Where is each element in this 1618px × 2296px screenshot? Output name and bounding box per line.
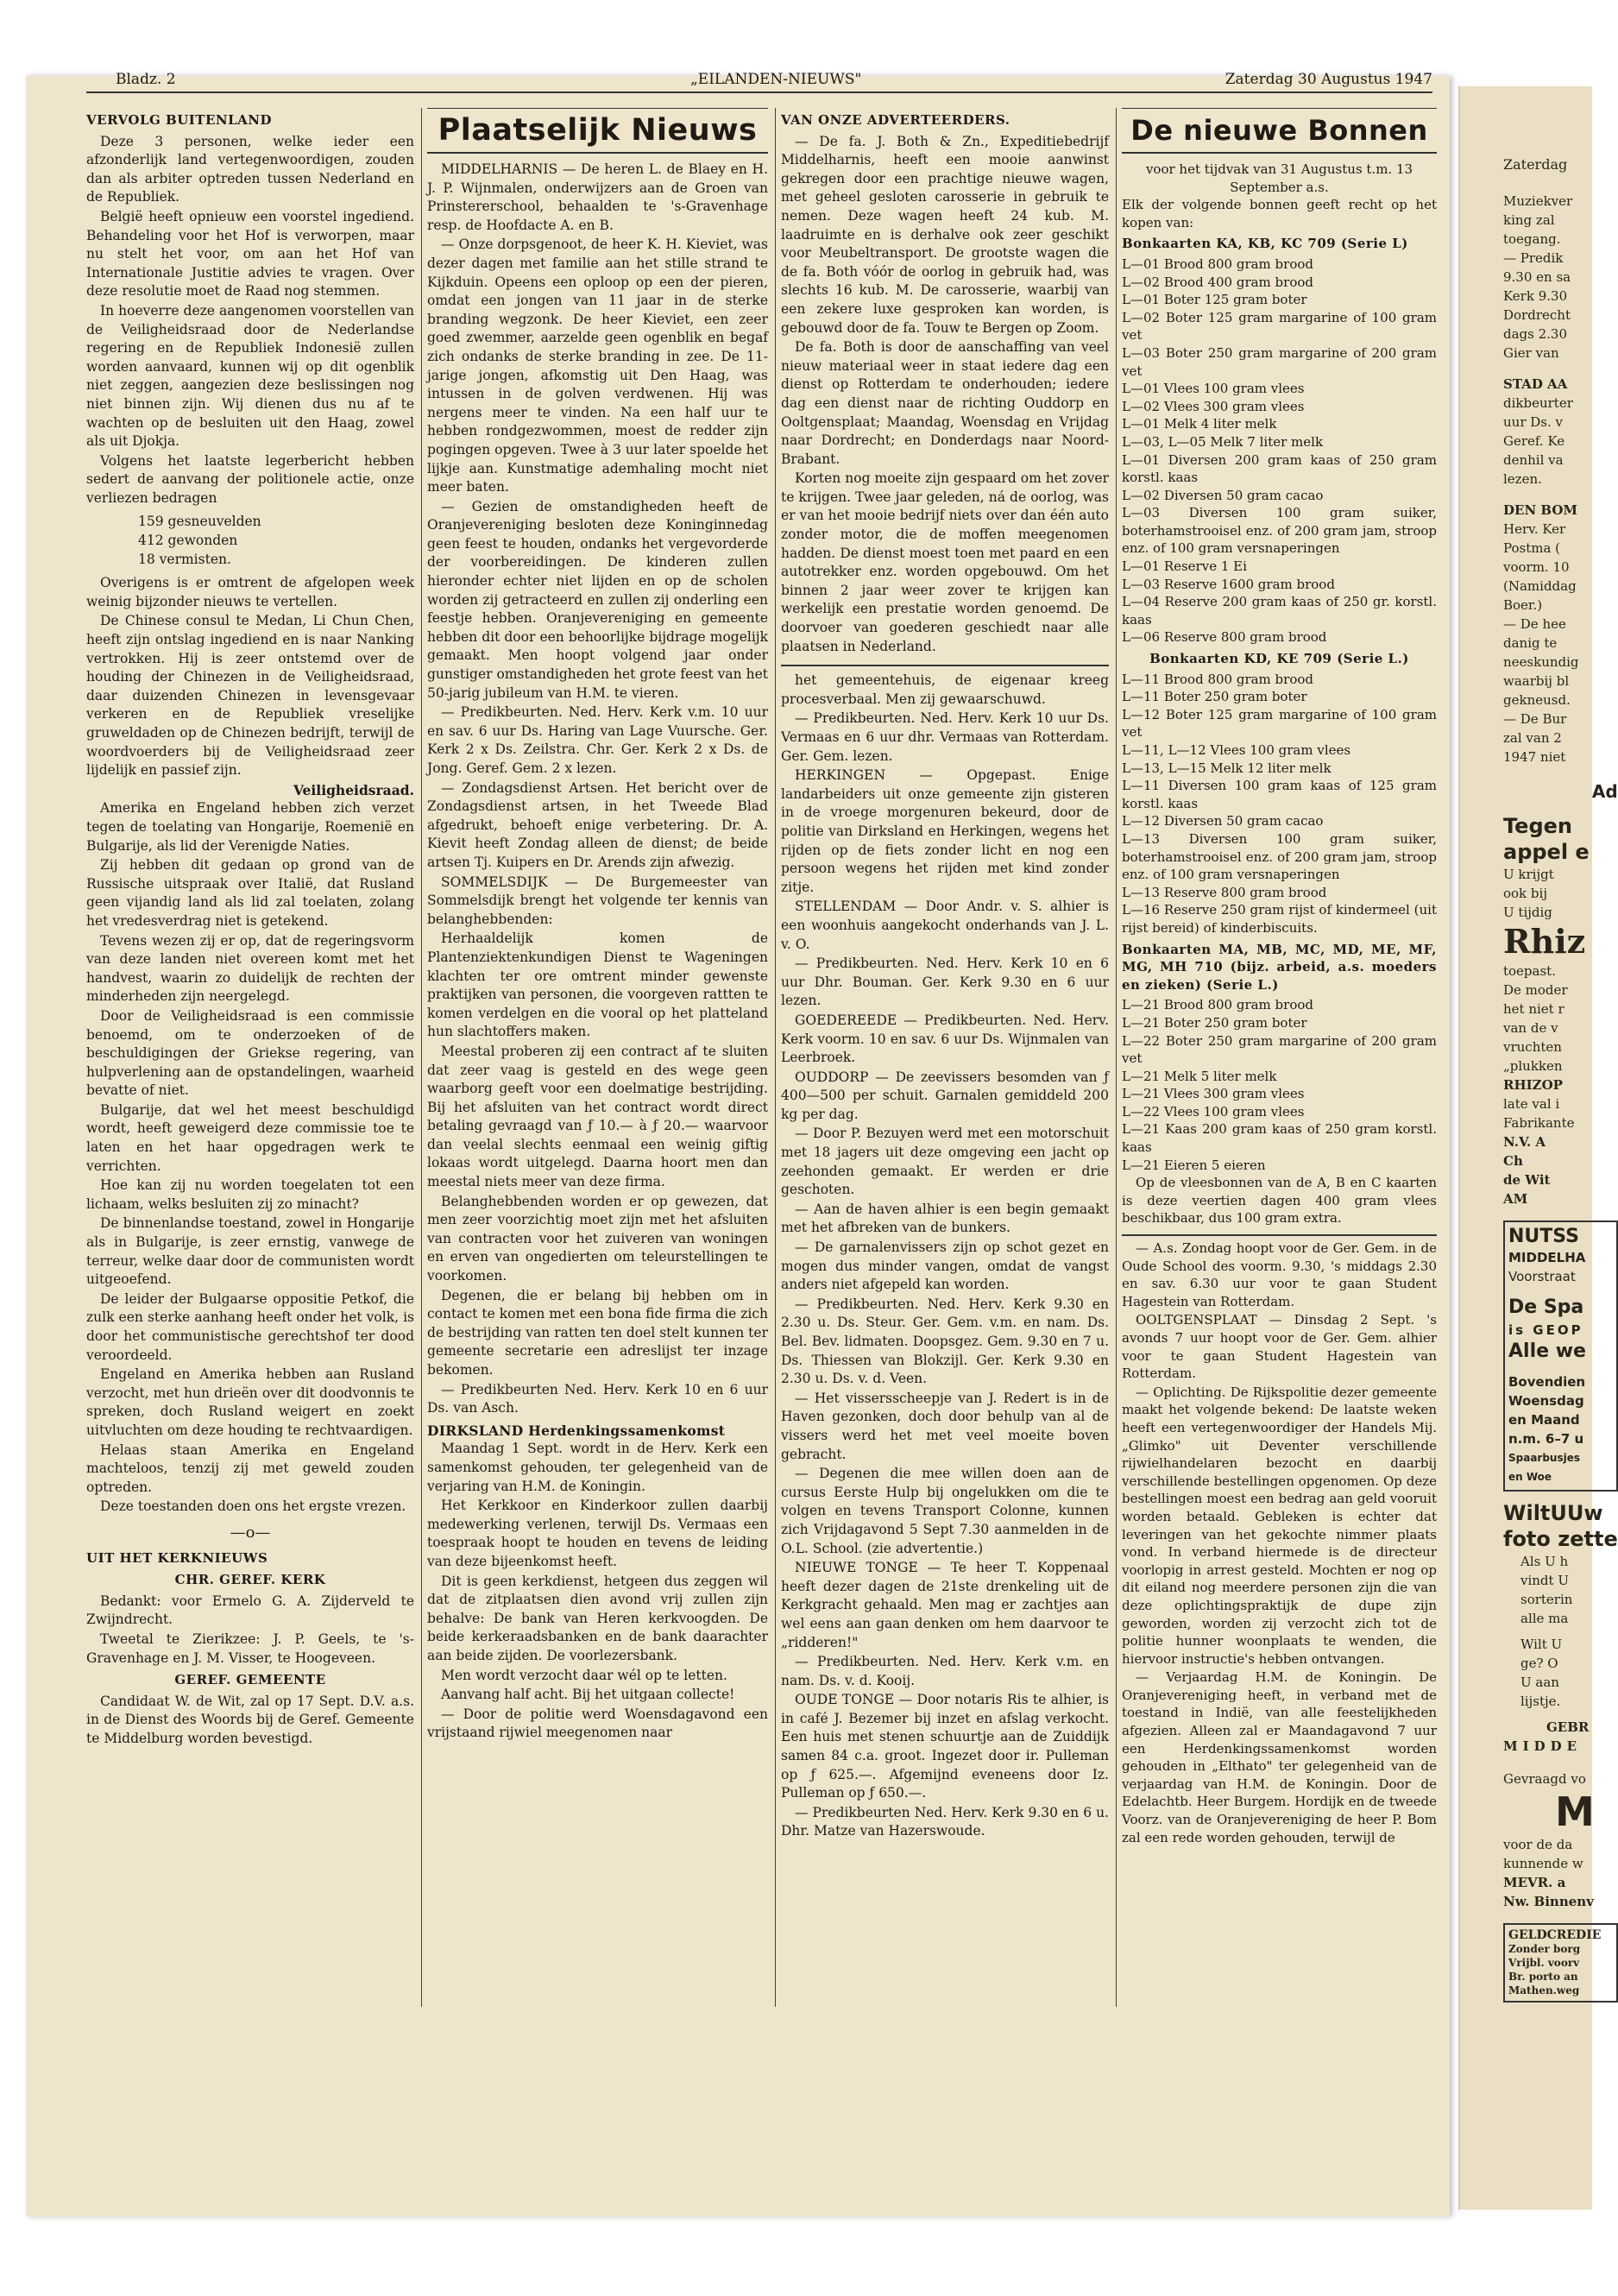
column-rule [1116, 108, 1117, 2007]
subheading: Veiligheidsraad. [293, 781, 414, 798]
coupon-line: L—03, L—05 Melk 7 liter melk [1122, 433, 1324, 450]
paragraph: In hoeverre deze aangenomen voorstellen van de Veiligheidsraad door de Nederlandse regering en de Republiek Indonesië zullen worden aanvaard, kunnen wij op dit ogenblik niet zeggen, aangezien deze beslissingen nog niet binnen zijn. Wij dienen dus nu af te wachten op de besluiten uit den Haag, zowel als uit Djokja. [86, 302, 414, 450]
paragraph: Deze 3 personen, welke ieder een afzonderlijk land vertegenwoordigen, zouden dan als arbiter optreden tussen Nederland en de Republiek. [86, 133, 414, 205]
paragraph: — Door P. Bezuyen werd met een motorschuit met 18 jagers uit deze omgeving een jacht op zeehonden gemaakt. Er werden er drie geschoten. [781, 1126, 1109, 1198]
section-title: VERVOLG BUITENLAND [86, 112, 273, 128]
paragraph: Overigens is er omtrent de afgelopen week weinig bijzonder nieuws te vertellen. [86, 575, 414, 609]
paragraph: — Zondagsdienst Artsen. Het bericht over de Zondagsdienst artsen, in het Tweede Blad afgedrukt, behoeft enige verbetering. Dr. A. Kievit heeft Zondag alleen de dienst; de beide artsen Tj. Kuipers en Dr. Arends zijn afwezig. [427, 779, 768, 870]
paragraph: — De garnalenvissers zijn op schot gezet en mogen dus minder vangen, omdat de vangst anders niet afgepeld kan worden. [781, 1239, 1109, 1293]
paragraph: Degenen, die er belang bij hebben om in contact te komen met een bona fide firma die zich de bestrijding van ratten ten doel stelt kunnen ter gemeente secretarie een adreslijst ter inzage bekomen. [427, 1287, 768, 1378]
coupon-group: Bonkaarten MA, MB, MC, MD, ME, MF, MG, MH 710 (bijz. arbeid, a.s. moeders en zieken) (Serie L.) [1122, 941, 1437, 993]
coupon-line: L—03 Reserve 1600 gram brood [1122, 576, 1335, 592]
paragraph: — De fa. J. Both & Zn., Expeditiebedrijf Middelharnis, heeft een mooie aanwinst gekregen door een prachtige nieuwe wagen, met geheel gesloten carosserie in gebruik te nemen. Deze wagen heeft 24 kub. M. laadruimte en is derhalve ook zeer geschikt voor Meubeltransport. De grootste wagen die de fa. Both vóór de oorlog in gebruik had, was slechts 16 kub. M. De carosserie, waarbij van een zekere luxe gesproken kan worden, is gebouwd door de fa. Touw te Bergen op Zoom. [781, 133, 1109, 336]
column-advertisers [781, 108, 1109, 2041]
paragraph: — Predikbeurten Ned. Herv. Kerk 10 en 6 uur Ds. van Asch. [427, 1381, 768, 1416]
paragraph: — Het vissersscheepje van J. Redert is in de Haven gezonken, doch door behulp van al de vissers werd het met veel moeite boven gebracht. [781, 1390, 1109, 1462]
coupon-line: L—01 Brood 800 gram brood [1122, 255, 1313, 272]
period: voor het tijdvak van 31 Augustus t.m. 13 September a.s. [1145, 161, 1413, 195]
paragraph: Engeland en Amerika hebben aan Rusland verzocht, met hun drieën over dit doodvonnis te spreken, doch Rusland weigert en zoekt uitvluchten om deze houding te rechtvaardigen. [86, 1366, 414, 1438]
adjacent-page [1458, 86, 1618, 2210]
section-title: VAN ONZE ADVERTEERDERS. [781, 112, 1010, 128]
section-heading: De nieuwe Bonnen [1122, 108, 1437, 154]
church-name: CHR. GEREF. KERK [174, 1572, 326, 1588]
paragraph: — Predikbeurten. Ned. Herv. Kerk 10 uur Ds. Vermaas en 6 uur dhr. Vermaas van Rotterdam. Ger. Gem. lezen. [781, 710, 1109, 764]
coupon-line: L—11 Boter 250 gram boter [1122, 689, 1307, 705]
coupon-line: L—21 Boter 250 gram boter [1122, 1014, 1307, 1031]
separator: —o— [230, 1523, 271, 1542]
paragraph: OUDE TONGE — Door notaris Ris te alhier, is in café J. Bezemer bij inzet en afslag verkocht. Een huis met stenen schuurtje aan de Zuiddijk samen 84 c.a. groot. Ingezet door ir. Pulleman op ƒ 625.—. Afgemijnd eveneens door Iz. Pulleman op ƒ 650.—. [781, 1692, 1109, 1801]
coupon-line: L—01 Diversen 200 gram kaas of 250 gram korstl. kaas [1122, 451, 1437, 486]
coupon-line: L—21 Vlees 300 gram vlees [1122, 1086, 1305, 1102]
paragraph: Meestal proberen zij een contract af te sluiten dat zeer vaag is gesteld en des wege geen waarborg geeft voor een doelmatige bestrijding. Bij het afsluiten van het contract wordt direct betaling gevraagd van ƒ 10.— à ƒ 20.— waarvoor dan veelal slechts eenmaal een weinig giftig lokaas wordt uitgelegd. Daarna hoort men dan meestal niets meer van deze firma. [427, 1043, 768, 1190]
paragraph: — Onze dorpsgenoot, de heer K. H. Kieviet, was dezer dagen met familie aan het stille strand te Kijkduin. Opeens een oploop op een der pieren, omdat een jongen van 11 jaar in de sterke branding wegzonk. De heer Kieviet, een zeer goed zwemmer, aarzelde geen ogenblik en begaf zich ondanks de sterke branding in zee. De 11-jarige jongen, afkomstig uit Den Haag, was intussen in de golven verdwenen. Hij was nergens meer te vinden. Na een half uur te hebben rondgezwommen, moest de redder zijn pogingen opgeven. Twee à 3 uur later spoelde het lijkje aan. Kunstmatige ademhaling mocht niet meer baten. [427, 237, 768, 495]
paragraph: — Predikbeurten. Ned. Herv. Kerk v.m. 10 uur en sav. 6 uur Ds. Haring van Lage Vuursche. Ger. Kerk 2 x Ds. Zeilstra. Chr. Ger. Kerk 2 x Ds. de Jong. Geref. Gem. 2 x lezen. [427, 704, 768, 776]
paragraph: — Aan de haven alhier is een begin gemaakt met het afbreken van de bunkers. [781, 1201, 1109, 1236]
paragraph: Bulgarije, dat wel het meest beschuldigd wordt, heeft geweigerd deze commissie toe te laten en het haar opgedragen werk te verrichten. [86, 1101, 414, 1174]
paragraph: Volgens het laatste legerbericht hebben sedert de aanvang der politionele actie, onze verliezen bedragen [86, 452, 414, 506]
coupon-line: L—21 Kaas 200 gram kaas of 250 gram korstl. kaas [1122, 1121, 1437, 1156]
casualty-list [86, 513, 414, 569]
coupon-line: L—12 Diversen 50 gram cacao [1122, 813, 1324, 829]
coupon-line: L—13, L—15 Melk 12 liter melk [1122, 760, 1332, 776]
paragraph: OOLTGENSPLAAT — Dinsdag 2 Sept. 's avonds 7 uur hoopt voor de Ger. Gem. alhier voor te gaan Student Hagestein van Rotterdam. [1122, 1312, 1437, 1382]
paragraph: — Degenen die mee willen doen aan de cursus Eerste Hulp bij ongelukken om die te volgen en tevens Transport Colonne, kunnen zich Vrijdagavond 5 Sept 7.30 aanmelden in de O.L. School. (zie advertentie.) [781, 1466, 1109, 1556]
coupon-line: L—04 Reserve 200 gram kaas of 250 gr. korstl. kaas [1122, 594, 1437, 628]
paragraph: NIEUWE TONGE — Te heer T. Koppenaal heeft dezer dagen de 21ste drenkeling uit de Kerkgracht gehaald. Men mag er zachtjes aan wel eens aan gaan denken om hem daarvoor te „ridderen!" [781, 1560, 1109, 1650]
column-ration-coupons [1122, 108, 1437, 2041]
paragraph: België heeft opnieuw een voorstel ingediend. Behandeling voor het Hof is verworpen, maar nu stelt het voor, om aan het Hof van Internationale Justitie advies te vragen. Over deze resolutie moet de Raad nog stemmen. [86, 208, 414, 300]
coupon-line: L—11 Brood 800 gram brood [1122, 671, 1313, 687]
paragraph: — Predikbeurten Ned. Herv. Kerk 9.30 en 6 u. Dhr. Matze van Hazerswoude. [781, 1804, 1109, 1839]
paragraph: — A.s. Zondag hoopt voor de Ger. Gem. in de Oude School des voorm. 9.30, 's middags 2.30 en sav. 6.30 uur voor te gaan Student Hagestein van Rotterdam. [1122, 1240, 1437, 1309]
paragraph: Maandag 1 Sept. wordt in de Herv. Kerk een samenkomst gehouden, ter gelegenheid van de verjaring van H.M. de Koningin. [427, 1441, 768, 1494]
coupon-line: L—21 Brood 800 gram brood [1122, 997, 1313, 1013]
paragraph: Bedankt: voor Ermelo G. A. Zijderveld te Zwijndrecht. [86, 1593, 414, 1628]
paragraph: Deze toestanden doen ons het ergste vrezen. [100, 1498, 406, 1515]
paragraph: SOMMELSDIJK — De Burgemeester van Sommelsdijk brengt het volgende ter kennis van belanghebbenden: [427, 874, 768, 927]
paragraph: Amerika en Engeland hebben zich verzet tegen de toelating van Hongarije, Roemenië en Bulgarije, als lid der Verenigde Naties. [86, 800, 414, 854]
paragraph: — Predikbeurten. Ned. Herv. Kerk 9.30 en 2.30 u. Ds. Steur. Ger. Gem. v.m. en nam. Ds. Bel. Bev. lidmaten. Doopsgez. Gem. 9.30 en 7 u. Ds. Thiessen van Blokzijl. Ger. Kerk 9.30 en 2.30 u. Ds. v. d. Veen. [781, 1296, 1109, 1387]
next-page-header: Zaterdag [1503, 156, 1568, 173]
coupon-line: L—01 Boter 125 gram boter [1122, 292, 1307, 308]
column-local-news [427, 108, 768, 2041]
page-number: Bladz. 2 [116, 71, 176, 88]
coupon-line: L—13 Reserve 800 gram brood [1122, 884, 1327, 900]
coupon-line: L—11 Diversen 100 gram kaas of 125 gram korstl. kaas [1122, 778, 1437, 811]
paragraph: HERKINGEN — Opgepast. Enige landarbeiders uit onze gemeente zijn gisteren in de vroege morgenuren bekeurd, door de politie van Dirksland en Herkingen, wegens het rijden op de fiets zonder licht en nog een persoon wegens het rijden met kind zonder zitje. [781, 767, 1109, 895]
coupon-line: L—02 Diversen 50 gram cacao [1122, 487, 1324, 503]
paragraph: Candidaat W. de Wit, zal op 17 Sept. D.V. a.s. in de Dienst des Woords bij de Geref. Gemeente te Middelburg worden bevestigd. [86, 1693, 414, 1746]
coupon-line: L—11, L—12 Vlees 100 gram vlees [1122, 742, 1351, 758]
divider [781, 665, 1109, 666]
paragraph: Door de Veiligheidsraad is een commissie benoemd, om te onderzoeken of de beschuldigingen der Griekse regering, van hulpverlening aan de opstandelingen, waarheid bevatte of niet. [86, 1007, 414, 1099]
paragraph: OUDDORP — De zeevissers besomden van ƒ 400—500 per schuit. Garnalen gemiddeld 200 kg per dag. [781, 1069, 1109, 1122]
paragraph: Op de vleesbonnen van de A, B en C kaarten is deze veertien dagen 400 gram vlees beschikbaar, dus 100 gram extra. [1122, 1175, 1437, 1227]
coupon-line: L—22 Boter 250 gram margarine of 200 gram vet [1122, 1032, 1437, 1067]
page-header [86, 69, 1432, 93]
coupon-line: L—03 Boter 250 gram margarine of 200 gram vet [1122, 344, 1437, 379]
church-name: GEREF. GEMEENTE [174, 1672, 326, 1688]
coupon-line: L—02 Boter 125 gram margarine of 100 gram vet [1122, 309, 1437, 344]
paragraph: — Predikbeurten. Ned. Herv. Kerk v.m. en nam. Ds. v. d. Kooij. [781, 1654, 1109, 1688]
paragraph: het gemeentehuis, de eigenaar kreeg procesverbaal. Men zij gewaarschuwd. [781, 672, 1109, 707]
paragraph: Belanghebbenden worden er op gewezen, dat men zeer voorzichtig moet zijn met het afsluiten van contracten voor het zuiveren van woningen en erven van ongedierten om teleurstellingen te voorkomen. [427, 1193, 768, 1284]
stat-line: 412 gewonden [138, 533, 238, 549]
paragraph: STELLENDAM — Door Andr. v. S. alhier is een woonhuis aangekocht onderhands van J. L. v. O. [781, 899, 1109, 952]
coupon-line: L—02 Vlees 300 gram vlees [1122, 398, 1305, 414]
paragraph: Tevens wezen zij er op, dat de regeringsvorm van deze landen niet overeen komt met het handvest, waarin zo duidelijk de rechten der minderheden zijn neergelegd. [86, 932, 414, 1005]
coupon-line: L—12 Boter 125 gram margarine of 100 gram vet [1122, 706, 1437, 741]
coupon-line: L—01 Reserve 1 Ei [1122, 558, 1247, 575]
paragraph: — Gezien de omstandigheden heeft de Oranjevereniging besloten deze Koninginnedag geen feest te houden, ondanks het vergevorderde der voorbereidingen. De kinderen zullen hieronder echter niet lijden en op de scholen worden zij getracteerd en zullen zij onderling een feestje hebben. Oranjevereniging en gemeente hebben dit door een behoorlijke bijdrage mogelijk gemaakt. Men hoopt volgend jaar onder gunstiger omstandigheden het grote feest van het 50-jarig jubileum van H.M. te vieren. [427, 498, 768, 701]
paragraph: Korten nog moeite zijn gespaard om het zover te krijgen. Twee jaar geleden, ná de oorlog, was er van het mooie bedrijf niets over dan één auto zonder motor, die de moffen meegenomen hadden. De dienst moest toen met paard en een autotrekker enz. worden opgebouwd. Om het binnen 2 jaar weer zover te krijgen kan werkelijk een prestatie worden genoemd. De doorvoer van goederen geschiedt naar alle plaatsen in Nederland. [781, 470, 1109, 654]
coupon-line: L—02 Brood 400 gram brood [1122, 274, 1313, 290]
column-rule [775, 108, 776, 2007]
paragraph: — Predikbeurten. Ned. Herv. Kerk 10 en 6 uur Dhr. Bouman. Ger. Kerk 9.30 en 6 uur lezen. [781, 956, 1109, 1009]
coupon-line: L—21 Eieren 5 eieren [1122, 1157, 1266, 1173]
paragraph: — Oplichting. De Rijkspolitie dezer gemeente maakt het volgende bekend: De laatste weken heeft een vertegenwoordiger der Handels Mij. „Glimko" uit Deventer verschillende rijwielhandelaren bezocht en daarbij verschillende bestellingen opgenomen. Op deze bestellingen moest een bedrag aan geld vooruit worden betaald. Gebleken is echter dat leveringen van het gekochte nimmer plaats vond. In verband hiermede is de directeur voorlopig in arrest gesteld. Mochten er nog op dit eiland nog meerdere personen zijn die van deze oplichtingspraktijk de dupe zijn geworden, worden zij verzocht zich tot de politie hunner woonplaats te wenden, die hiervoor instructie's hebben ontvangen. [1122, 1384, 1437, 1667]
paragraph: De binnenlandse toestand, zowel in Hongarije als in Bulgarije, is zeer ernstig, vanwege de terreur, welke daar door de communisten wordt uitgeoefend. [86, 1215, 414, 1288]
paragraph: De Chinese consul te Medan, Li Chun Chen, heeft zijn ontslag ingediend en is naar Nanking vertrokken. Hij is zeer ontstemd over de houding der Chinezen in de Veiligheidsraad, daar duizenden Chinezen in levensgevaar verkeren en de Republiek vreselijke gruweldaden op de Chinezen bedrijft, terwijl de woordvoerders bij de Veiligheidsraad zeer lijdelijk en passief zijn. [86, 613, 414, 779]
paragraph: Tweetal te Zierikzee: J. P. Geels, te 's-Gravenhage en J. M. Visser, te Hoogeveen. [86, 1631, 414, 1666]
paragraph: Helaas staan Amerika en Engeland machteloos, tenzij zij met geweld zouden optreden. [86, 1441, 414, 1495]
next-page-column: Muziekver king zal toegang. — Predik 9.30 en sa Kerk 9.30 Dordrecht dags 2.30 Gier van STAD AA dikbeurter uur Ds. v Geref. Ke denhil va lezen. DEN BOM Herv. Ker Postma ( voorm. 10 (Namiddag Boer.) — De hee danig te neeskundig waarbij bl gekneusd. — De Bur zal van 2 1947 niet Ad Tegen appel e U krijgt ook bij U tijdig Rhiz toepast. De moder het niet r van de v vruchten „plukken RHIZOP late val i Fabrikante N.V. A Ch de Wit AM NUTSS MIDDELHA Voorstraat De Spa is GEOP Alle we Bovendien Woensdag en Maand n.m. 6–7 u Spaarbusjes en Woe WiltUUw foto zette Als U h vindt U sorterin alle ma Wilt U ge? O U aan lijstje. GEBR MIDDE Gevraagd vo M voor de da kunnende w MEVR. a Nw. Binnenv GELDCREDIE Zonder borg Vrijbl. voorv Br. porto an Mathen.weg [1503, 192, 1618, 2008]
stat-line: 18 vermisten. [138, 551, 231, 567]
paragraph: — Verjaardag H.M. de Koningin. De Oranjevereniging heeft, in verband met de toestand in Indië, van alle feestelijkheden afgezien. Alleen zal er Maandagavond 7 uur een Herdenkingssamenkomst worden gehouden in „Elthato" ter gelegenheid van de verjaardag van H.M. de Koningin. Door de Edelachtb. Heer Burgem. Hordijk en de tweede Voorz. van de Oranjevereniging de heer P. Bom zal een rede worden gehouden, terwijl de [1122, 1669, 1437, 1845]
paragraph: Aanvang half acht. Bij het uitgaan collecte! [441, 1687, 735, 1703]
coupon-line: L—03 Diversen 100 gram suiker, boterhamstrooisel enz. of 200 gram jam, stroop enz. of 100 gram versnaperingen [1122, 505, 1437, 557]
paragraph: De leider der Bulgaarse oppositie Petkof, die zulk een sterke aanhang heeft onder het volk, is door het communistische gerechtshof ter dood veroordeeld. [86, 1290, 414, 1363]
paragraph: — Door de politie werd Woensdagavond een vrijstaand rijwiel meegenomen naar [427, 1706, 768, 1741]
paragraph: Elk der volgende bonnen geeft recht op het kopen van: [1122, 197, 1437, 230]
stat-line: 159 gesneuvelden [138, 514, 261, 530]
paragraph: Herhaaldelijk komen de Plantenziektenkundigen Dienst te Wageningen klachten ter ore omtrent minder gewenste praktijken van personen, die voorgeven rattten te komen verdelgen en die vooral op het platteland hun slachtoffers maken. [427, 930, 768, 1040]
paragraph: GOEDEREEDE — Predikbeurten. Ned. Herv. Kerk voorm. 10 en sav. 6 uur Ds. Wijnmalen van Leerbroek. [781, 1012, 1109, 1066]
section-heading: Plaatselijk Nieuws [427, 108, 768, 154]
column-rule [421, 108, 422, 2007]
coupon-group: Bonkaarten KA, KB, KC 709 (Serie L) [1122, 236, 1408, 252]
paragraph: Zij hebben dit gedaan op grond van de Russische uitspraak over Italië, dat Rusland geen vijandig land als lid zal toelaten, zolang het vredesverdrag niet is getekend. [86, 857, 414, 929]
paragraph: De fa. Both is door de aanschaffing van veel nieuw materiaal weer in staat iedere dag een dienst op Rotterdam te onderhouden; iedere dag een dienst naar de richting Ouddorp en Ooltgensplaat; Maandag, Woensdag en Vrijdag naar Dordrecht; en Donderdags naar Noord-Brabant. [781, 339, 1109, 467]
coupon-line: L—06 Reserve 800 gram brood [1122, 629, 1327, 646]
coupon-line: L—01 Vlees 100 gram vlees [1122, 381, 1305, 397]
coupon-line: L—16 Reserve 250 gram rijst of kindermeel (uit rijst bereid) of kinderbiscuits. [1122, 902, 1437, 936]
paragraph: Hoe kan zij nu worden toegelaten tot een lichaam, welks besluiten zij zo minacht? [86, 1177, 414, 1212]
coupon-line: L—01 Melk 4 liter melk [1122, 416, 1277, 432]
paragraph: MIDDELHARNIS — De heren L. de Blaey en H. J. P. Wijnmalen, onderwijzers aan de Groen van Prinstererschool, behaalden te 's-Gravenhage resp. de Hoofdacte A. en B. [427, 161, 768, 233]
paragraph: Dit is geen kerkdienst, hetgeen dus zeggen wil dat de zitplaatsen dien avond vrij zullen zijn behalve: De bank van Heren kerkvoogden. De beide kerkeraadsbanken en de bank daarachter aan beide zijden. De voorlezersbank. [427, 1573, 768, 1663]
section-title: UIT HET KERKNIEUWS [86, 1549, 268, 1566]
paragraph: Het Kerkkoor en Kinderkoor zullen daarbij medewerking verlenen, terwijl Ds. Vermaas een toespraak hoopt te houden en tevens de leiding van deze bijeenkomst heeft. [427, 1498, 768, 1569]
coupon-group: Bonkaarten KD, KE 709 (Serie L.) [1149, 651, 1409, 667]
paragraph: Men wordt verzocht daar wél op te letten. [441, 1667, 727, 1683]
coupon-line: L—13 Diversen 100 gram suiker, boterhamstrooisel enz. of 200 gram jam, stroop enz. of 100 gram versnaperingen [1122, 830, 1437, 883]
issue-date: Zaterdag 30 Augustus 1947 [1225, 71, 1432, 88]
divider [1122, 1234, 1437, 1236]
column-foreign-news [86, 108, 414, 2041]
newspaper-title: „EILANDEN-NIEUWS" [690, 71, 862, 88]
coupon-line: L—21 Melk 5 liter melk [1122, 1068, 1277, 1084]
place-heading: DIRKSLAND Herdenkingssamenkomst [427, 1422, 726, 1439]
coupon-line: L—22 Vlees 100 gram vlees [1122, 1103, 1305, 1120]
